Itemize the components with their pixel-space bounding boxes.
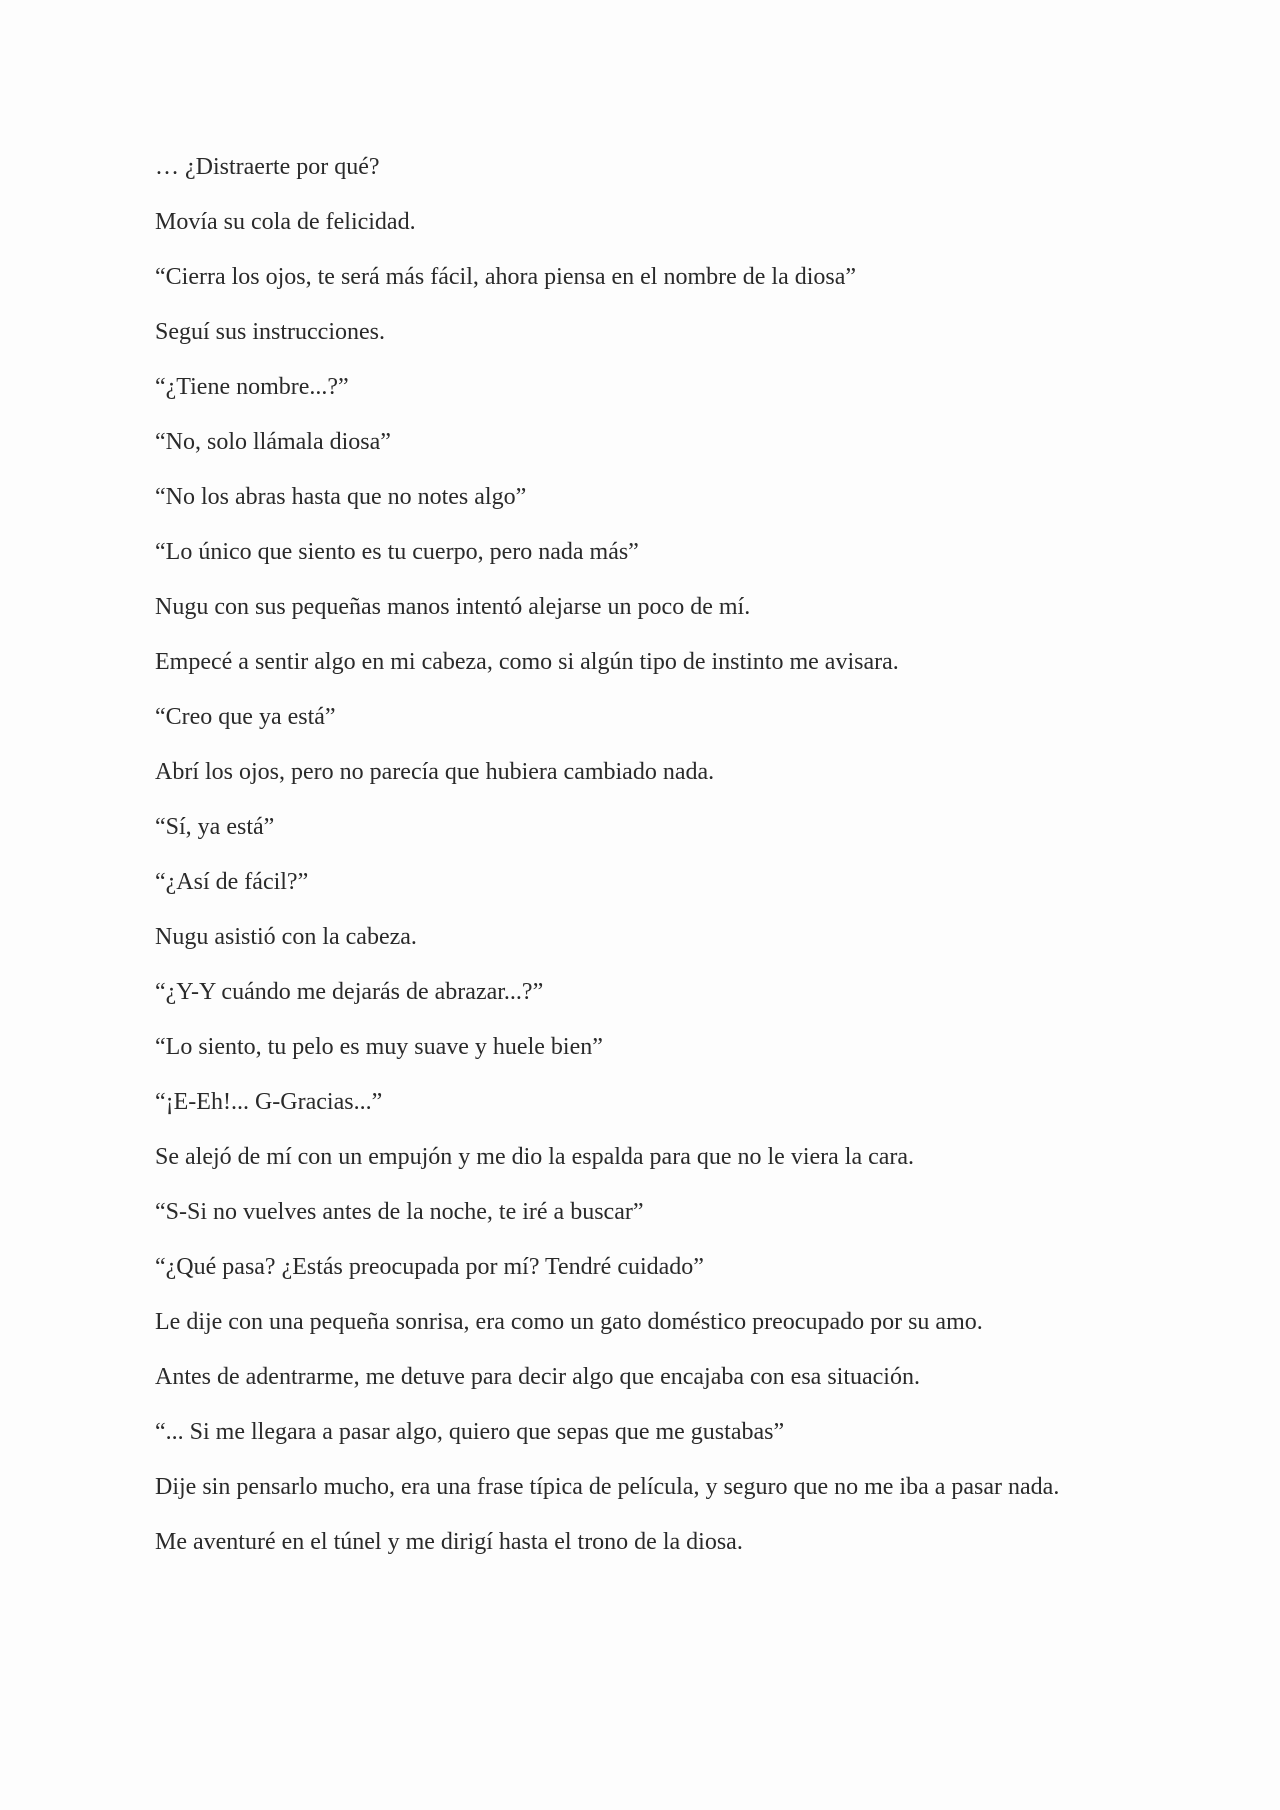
paragraph: … ¿Distraerte por qué?: [155, 154, 380, 180]
body-text: [155, 150, 1085, 1580]
paragraph: Nugu asistió con la cabeza.: [155, 924, 417, 950]
paragraph: Me aventuré en el túnel y me dirigí hasta el trono de la diosa.: [155, 1529, 743, 1555]
paragraph: “¿Así de fácil?”: [155, 869, 309, 895]
paragraph: “No los abras hasta que no notes algo”: [155, 484, 527, 510]
paragraph: “Sí, ya está”: [155, 814, 275, 840]
paragraph: Empecé a sentir algo en mi cabeza, como si algún tipo de instinto me avisara.: [155, 649, 899, 675]
paragraph: Seguí sus instrucciones.: [155, 319, 385, 345]
paragraph: “Lo único que siento es tu cuerpo, pero nada más”: [155, 539, 639, 565]
paragraph: “Cierra los ojos, te será más fácil, ahora piensa en el nombre de la diosa”: [155, 264, 857, 290]
paragraph: Dije sin pensarlo mucho, era una frase típica de película, y seguro que no me iba a pasar nada.: [155, 1474, 1060, 1500]
paragraph: Abrí los ojos, pero no parecía que hubiera cambiado nada.: [155, 759, 715, 785]
paragraph: Nugu con sus pequeñas manos intentó alejarse un poco de mí.: [155, 594, 751, 620]
paragraph: “... Si me llegara a pasar algo, quiero que sepas que me gustabas”: [155, 1419, 785, 1445]
paragraph: “No, solo llámala diosa”: [155, 429, 391, 455]
paragraph: Antes de adentrarme, me detuve para decir algo que encajaba con esa situación.: [155, 1364, 920, 1390]
paragraph: “¿Y-Y cuándo me dejarás de abrazar...?”: [155, 979, 544, 1005]
paragraph: “¿Qué pasa? ¿Estás preocupada por mí? Tendré cuidado”: [155, 1254, 704, 1280]
paragraph: “S-Si no vuelves antes de la noche, te iré a buscar”: [155, 1199, 644, 1225]
paragraph: Le dije con una pequeña sonrisa, era como un gato doméstico preocupado por su amo.: [155, 1309, 983, 1335]
paragraph: “¿Tiene nombre...?”: [155, 374, 349, 400]
paragraph: “¡E-Eh!... G-Gracias...”: [155, 1089, 383, 1115]
paragraph: Se alejó de mí con un empujón y me dio la espalda para que no le viera la cara.: [155, 1144, 915, 1170]
paragraph: “Creo que ya está”: [155, 704, 336, 730]
paragraph: “Lo siento, tu pelo es muy suave y huele bien”: [155, 1034, 603, 1060]
paragraph: Movía su cola de felicidad.: [155, 209, 416, 235]
